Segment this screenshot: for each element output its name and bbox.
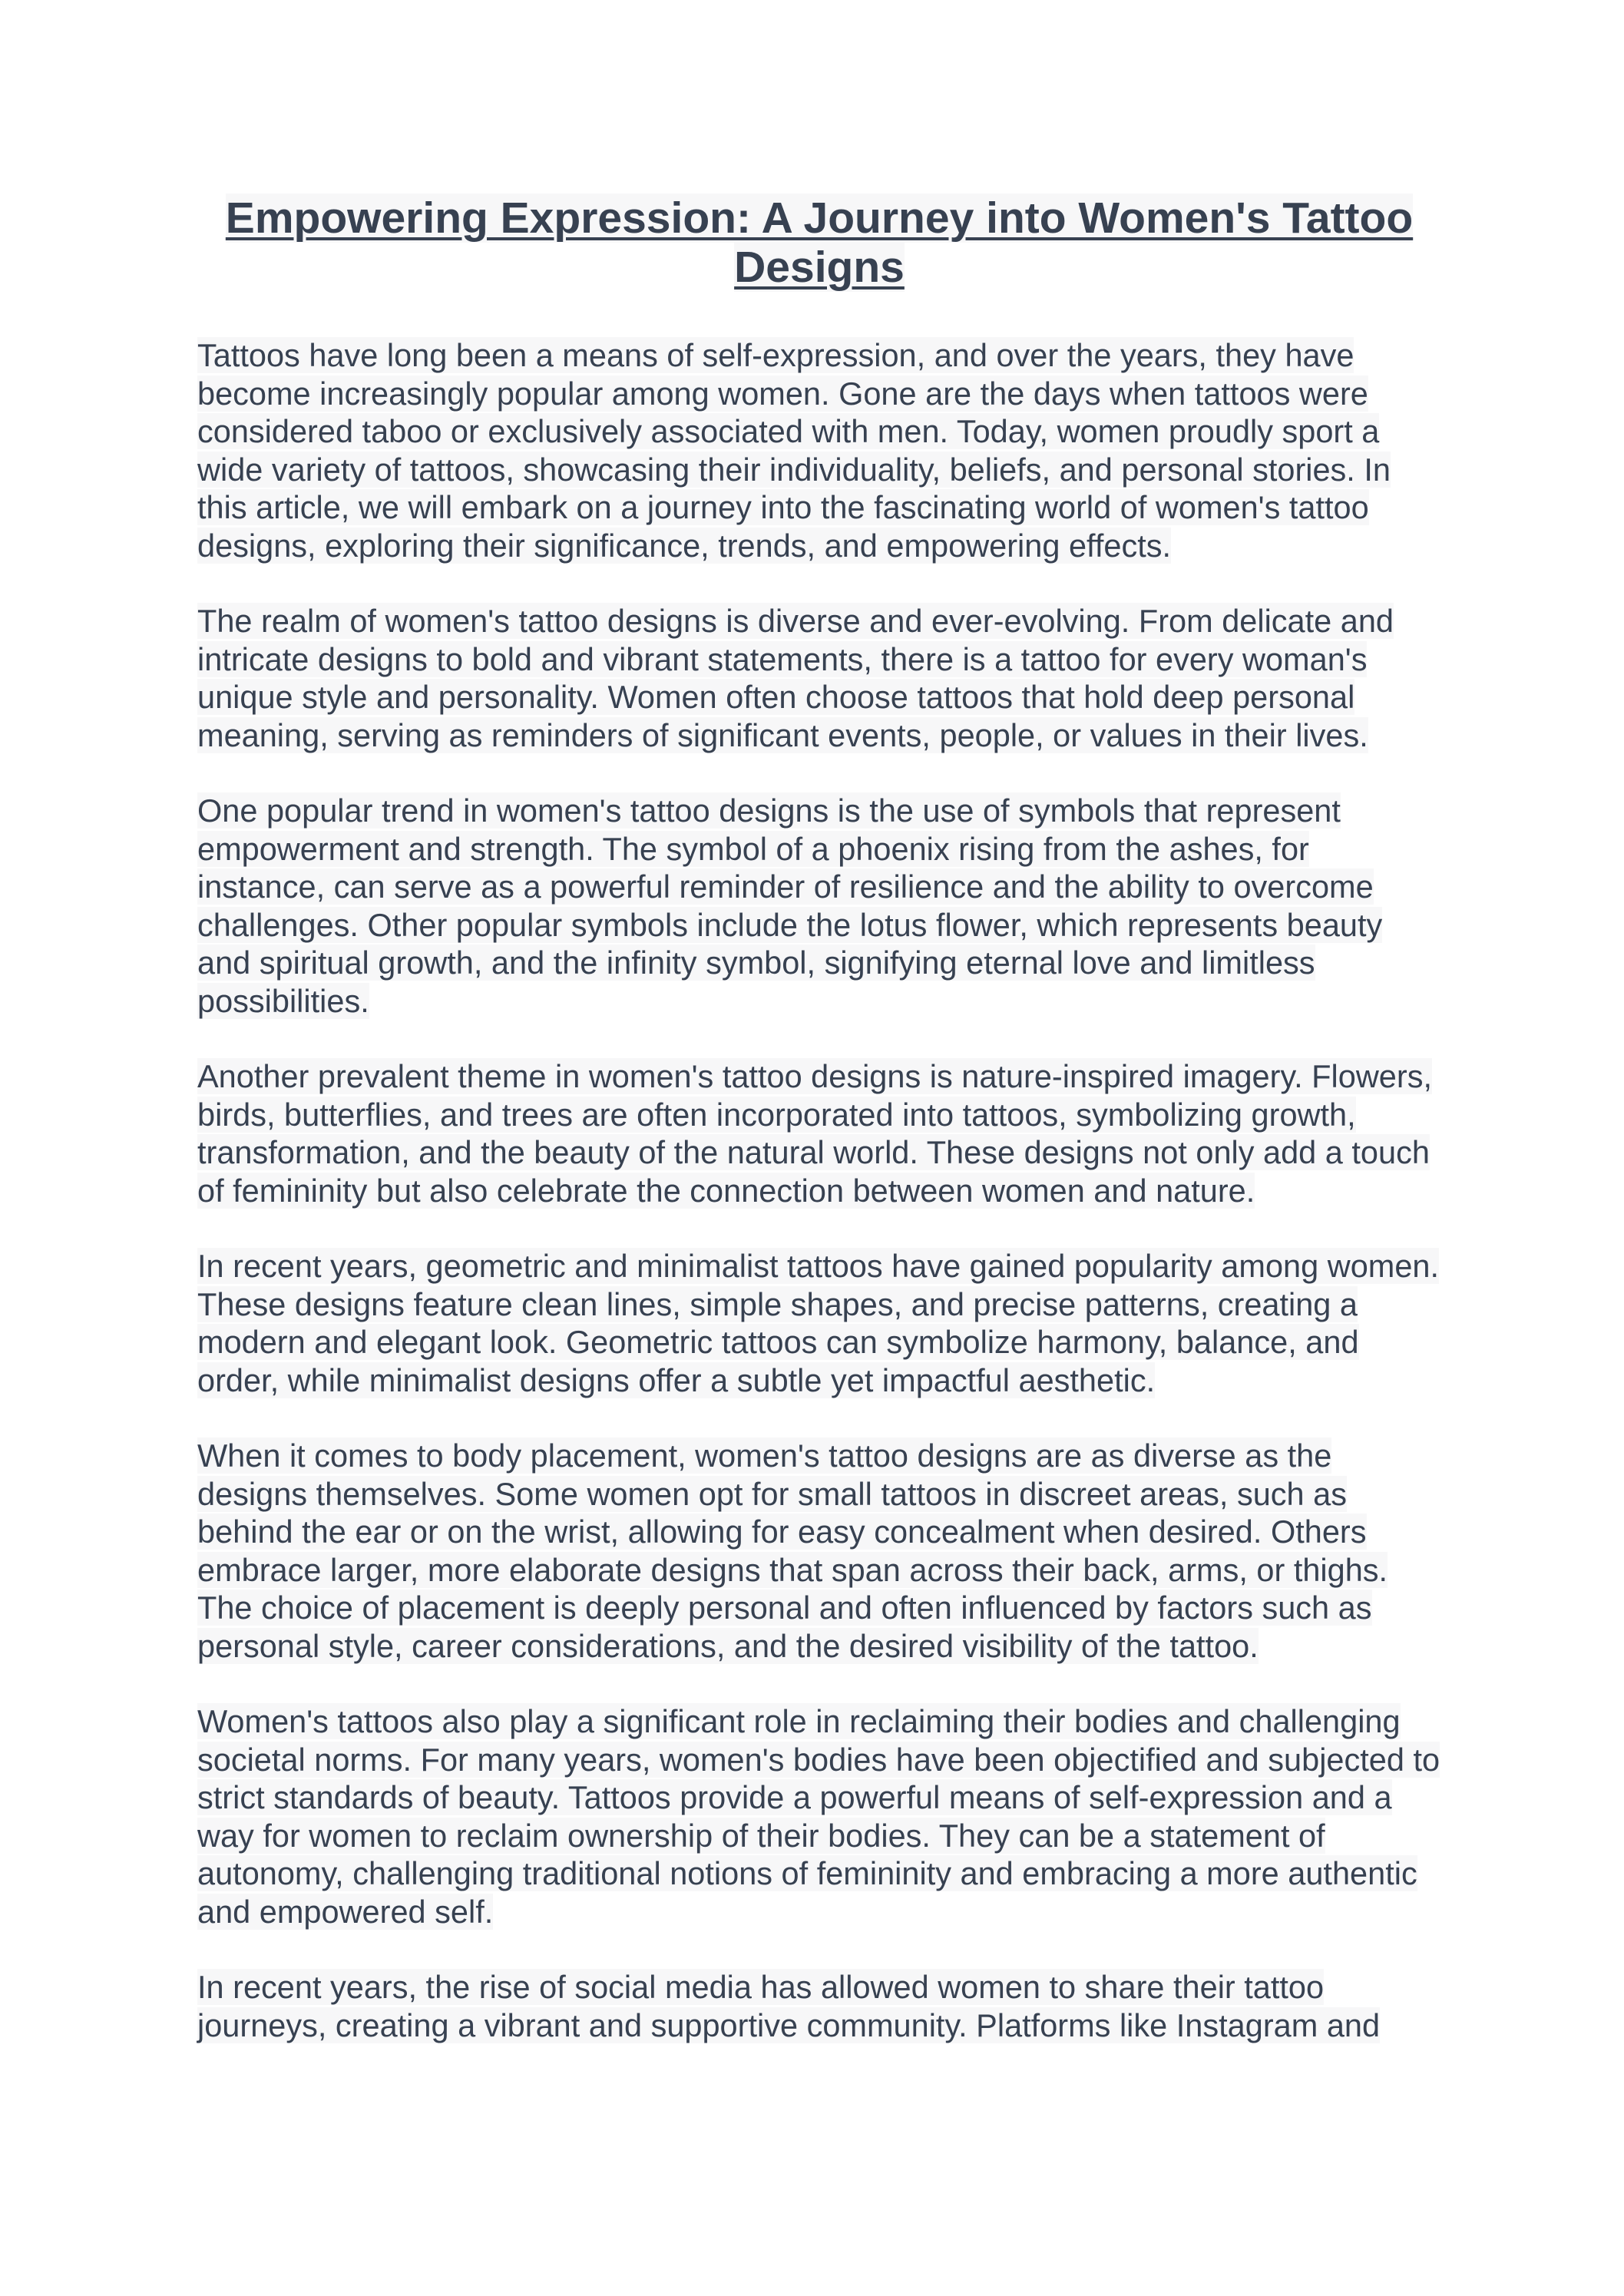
- paragraph-text: In recent years, the rise of social media has allowed women to share their tattoo journeys, creating a vibrant and supportive community. Platforms like Instagram and: [197, 1969, 1381, 2043]
- paragraph-7: [197, 1702, 1441, 1930]
- paragraph-1: [197, 336, 1441, 564]
- paragraph-text: Women's tattoos also play a significant role in reclaiming their bodies and challenging societal norms. For many years, women's bodies have been objectified and subjected to strict standards of beauty. Tattoos provide a powerful means of self-expression and a way for women to reclaim ownership of their bodies. They can be a statement of autonomy, challenging traditional notions of femininity and embracing a more authentic and empowered self.: [197, 1703, 1440, 1930]
- document-body: [197, 194, 1441, 2082]
- paragraph-text: When it comes to body placement, women's tattoo designs are as diverse as the designs themselves. Some women opt for small tattoos in discreet areas, such as behind the ear or on the wrist, allowing for easy concealment when desired. Others embrace larger, more elaborate designs that span across their back, arms, or thighs. The choice of placement is deeply personal and often influenced by factors such as personal style, career considerations, and the desired visibility of the tattoo.: [197, 1437, 1388, 1664]
- document-title: [197, 194, 1441, 292]
- paragraph-4: [197, 1057, 1441, 1209]
- paragraph-text: One popular trend in women's tattoo designs is the use of symbols that represent empowerment and strength. The symbol of a phoenix rising from the ashes, for instance, can serve as a powerful reminder of resilience and the ability to overcome challenges. Other popular symbols include the lotus flower, which represents beauty and spiritual growth, and the infinity symbol, signifying eternal love and limitless possibilities.: [197, 792, 1383, 1019]
- paragraph-2: [197, 602, 1441, 754]
- document-title-text: Empowering Expression: A Journey into Women's Tattoo Designs: [225, 194, 1414, 292]
- paragraph-text: The realm of women's tattoo designs is diverse and ever-evolving. From delicate and intricate designs to bold and vibrant statements, there is a tattoo for every woman's unique style and personality. Women often choose tattoos that hold deep personal meaning, serving as reminders of significant events, people, or values in their lives.: [197, 603, 1394, 753]
- paragraph-5: [197, 1247, 1441, 1399]
- paragraph-text: Another prevalent theme in women's tattoo designs is nature-inspired imagery. Flowers, birds, butterflies, and trees are often incorporated into tattoos, symbolizing growth, transformation, and the beauty of the natural world. These designs not only add a touch of femininity but also celebrate the connection between women and nature.: [197, 1058, 1432, 1209]
- paragraph-3: [197, 792, 1441, 1020]
- paragraph-6: [197, 1437, 1441, 1665]
- paragraph-text: Tattoos have long been a means of self-expression, and over the years, they have become increasingly popular among women. Gone are the days when tattoos were considered taboo or exclusively associated with men. Today, women proudly sport a wide variety of tattoos, showcasing their individuality, beliefs, and personal stories. In this article, we will embark on a journey into the fascinating world of women's tattoo designs, exploring their significance, trends, and empowering effects.: [197, 337, 1391, 564]
- paragraph-text: In recent years, geometric and minimalist tattoos have gained popularity among women. These designs feature clean lines, simple shapes, and precise patterns, creating a modern and elegant look. Geometric tattoos can symbolize harmony, balance, and order, while minimalist designs offer a subtle yet impactful aesthetic.: [197, 1248, 1440, 1398]
- paragraph-8: [197, 1968, 1441, 2044]
